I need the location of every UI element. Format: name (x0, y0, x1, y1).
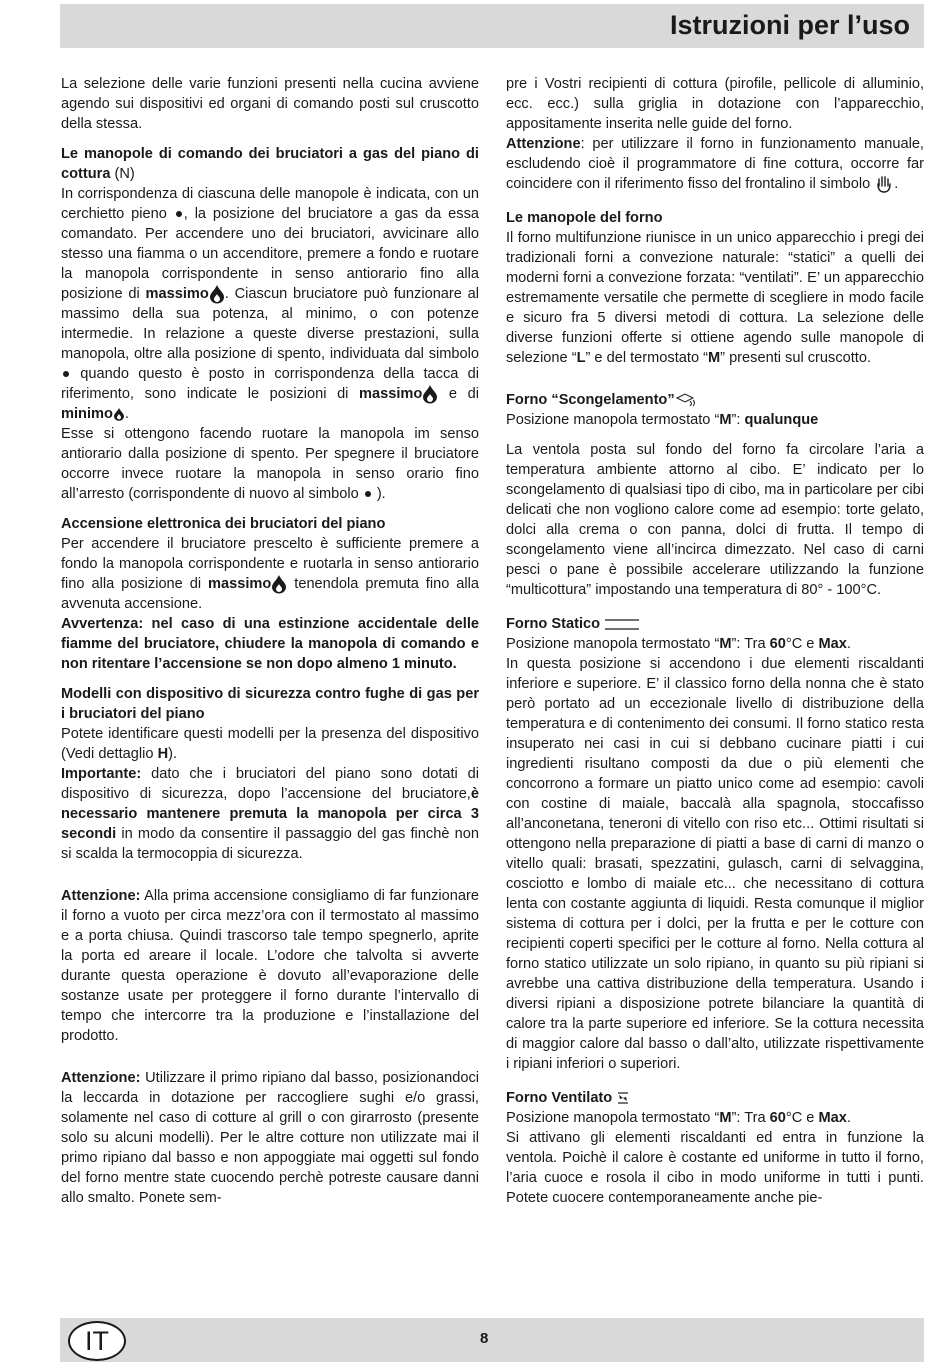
selector-L: L (576, 350, 586, 367)
ignition-section (61, 514, 479, 674)
safety-text-1-end: ). (168, 746, 178, 763)
oven-knobs-section (506, 208, 924, 368)
static-position-mid: ”: Tra (731, 636, 770, 653)
defrost-icon (675, 392, 697, 408)
fan-min-temp: 60 (769, 1110, 786, 1127)
filled-dot-icon (363, 489, 373, 499)
burners-text-7: Esse si ottengono facendo ruotare la manopola im senso antiorario dalla posizione di spento. Per spegnere il bruciatore occorre invece ruotare la manopola in senso orario fino all’arresto (corrispondente di nuovo al simbolo (61, 426, 479, 503)
burners-heading-suffix: (N) (110, 166, 135, 182)
ignition-text-1: Per accendere il bruciatore prescelto è sufficiente premere a fondo la manopola corrispondente e ruotarla in senso antiorario fino alla posizione di (61, 536, 479, 593)
burners-section (61, 144, 479, 504)
safety-detail-h: H (157, 746, 169, 763)
safety-heading: Modelli con dispositivo di sicurezza contro fughe di gas per i bruciatori del piano (61, 686, 479, 723)
fan-max: Max (818, 1110, 847, 1127)
oven-knobs-heading: Le manopole del forno (506, 210, 663, 227)
fan-position-mid: ”: Tra (731, 1110, 770, 1127)
defrost-heading: Forno “Scongelamento” (506, 392, 675, 409)
small-flame-icon (113, 407, 125, 421)
burners-text-5: e di (438, 386, 479, 403)
safety-text-2-end: in modo da consentire il passaggio del gas finchè non si scalda la termocoppia di sicurezza. (61, 826, 479, 863)
static-text: In questa posizione si accendono i due elementi riscaldanti inferiore e superiore. E’ il classico forno della nonna che è stato però portato ad un eccezionale livello di distribuzione della temperatura e di contenimento dei consumi. Il forno statico resta insuperato nei casi in cui si debbano cucinare piatti i cui ingredienti risultano composti da due o più elementi che concorrono a formare un piatto unico come ad esempio: cavoli con costine di maiale, baccalà alla spagnola, stoccafisso all’anconetana, teneroni di vitello con riso etc... Ottimi risultati si ottengono nella preparazione di piatti a base di carni di manzo o vitello quali: brasati, spezzatini, gulasch, carni di selvaggina, cosciotto e lombo di maiale etc... che necessitano di cottura lenta con costante aggiunta di liquidi. Resta comunque il miglior sistema di cottura per i dolci, per la frutta e per le cotture con recipienti coperti specifici per le cotture al forno. Nella cottura al forno statico utilizzate un solo ripiano, in quanto su più ripiani si avrebbe una cattiva distribuzione della temperatura. Usando i diversi ripiani a disposizione potrete bilanciare la quantità di calore tra la parte superiore ed inferiore. Se la cottura necessita di maggior calore dal basso o dall’alto, utilizzate rispettivamente i ripiani inferiori o superiori. (506, 656, 924, 1073)
defrost-position-value: qualunque (744, 412, 819, 429)
continuation-text: pre i Vostri recipienti di cottura (pirofile, pellicole di alluminio, ecc. ecc.) sulla griglia in dotazione con l’apparecchio, appositamente inserita nelle guide del forno. (506, 76, 924, 132)
manual-hand-icon (874, 174, 894, 194)
thermostat-M: M (707, 350, 721, 367)
left-column (61, 74, 479, 1208)
ignition-massimo-label: massimo (208, 576, 272, 593)
safety-text-2-bold: è necessario mantenere premuta la manopola per circa 3 secondi (61, 786, 479, 843)
header-bar (60, 4, 924, 48)
oven-knobs-text: Il forno multifunzione riunisce in un unico apparecchio i pregi dei tradizionali forni a convezione naturale: “statici” a quelli dei moderni forni a convezione forzata: “ventilati”. E’ un apparecchio estremamente versatile che permette di scegliere in modo facile e sicuro fra 5 diversi metodi di cottura. La selezione delle diverse funzioni offerte si ottiene agendo sulle manopole di selezione “ (506, 230, 924, 367)
static-min-temp: 60 (769, 636, 786, 653)
defrost-position-pre: Posizione manopola termostato “ (506, 412, 720, 429)
fan-section (506, 1088, 924, 1208)
continuation-paragraph (506, 74, 924, 194)
burners-text-3: . Ciascun bruciatore può funzionare al massimo della sua potenza, al minimo, o con potenze intermedie. In relazione a queste diverse prestazioni, sulla manopola, oltre alla posizione di spento, individuata dal simbolo (61, 286, 479, 363)
ignition-warning: Avvertenza: nel caso di una estinzione accidentale delle fiamme del bruciatore, chiudere la manopola di comando e non ritentare l’accensione se non dopo almeno 1 minuto. (61, 616, 479, 673)
attention-2 (61, 1068, 479, 1208)
safety-important-label: Importante: (61, 766, 142, 783)
burners-text-8: ). (372, 486, 386, 503)
large-flame-icon (271, 574, 287, 594)
burners-text-2: , la posizione del bruciatore a gas da essa comandato. Per accendere uno dei bruciatori, avvicinare allo stesso una fiamma o un accenditore, premere a fondo e ruotare la manopola corrispondente in senso antiorario fino alla posizione di (61, 206, 479, 302)
static-heading: Forno Statico (506, 616, 601, 633)
static-deg: °C e (785, 636, 819, 653)
safety-section (61, 684, 479, 864)
static-position-pre: Posizione manopola termostato “ (506, 636, 720, 653)
manual-attention-end: . (894, 176, 899, 192)
static-M: M (719, 636, 732, 653)
minimo-label: minimo (61, 406, 113, 423)
burners-text-1: In corrispondenza di ciascuna delle manopole è indicata, con un cerchietto pieno (61, 186, 479, 222)
oven-knobs-end: ” presenti sul cruscotto. (720, 350, 872, 367)
manual-attention-text: : per utilizzare il forno in funzionamento manuale, escludendo cioè il programmatore di fine cottura, occorre far coincidere con il riferimento fisso del frontalino il simbolo (506, 136, 924, 192)
burners-text-6: . (124, 406, 129, 423)
oven-knobs-mid: ” e del termostato “ (585, 350, 708, 367)
filled-dot-icon (61, 369, 71, 379)
attention-1-text: Alla prima accensione consigliamo di far funzionare il forno a vuoto per circa mezz’ora con il termostato al massimo e a porta chiusa. Quindi trascorso tale tempo spegnerlo, aprite la porta ed areare il locale. L’odore che talvolta si avverte durante questa operazione è dovuto all’evaporazione delle sostanze usate per proteggere il forno durante l’intervallo di tempo che intercorre tra la produzione e l’installazione del prodotto. (61, 888, 479, 1045)
safety-text-2: dato che i bruciatori del piano sono dotati di dispositivo di sicurezza, dopo l’accensione del bruciatore, (61, 766, 479, 803)
large-flame-icon (209, 284, 225, 304)
fan-position-pre: Posizione manopola termostato “ (506, 1110, 720, 1127)
static-dot: . (846, 636, 851, 653)
attention-1-label: Attenzione: (61, 888, 141, 905)
attention-1 (61, 886, 479, 1046)
ignition-text-2: tenendola premuta fino alla avvenuta accensione. (61, 576, 479, 613)
defrost-text: La ventola posta sul fondo del forno fa circolare l’aria a temperatura ambiente attorno al cibo. E’ indicato per lo scongelamento di qualsiasi tipo di cibo, ma in particolare per cibi delicati che non vogliono calore come ad esempio: torte gelato, dolci alla crema o con panna, dolci di frutta. Il tempo di scongelamento viene all’incirca dimezzato. Nel caso di carni pesci o pane è possibile accelerare utilizzando la funzione “multicottura” impostando una temperatura di 80° - 100°C. (506, 442, 924, 599)
fan-heading: Forno Ventilato (506, 1090, 613, 1107)
footer-bar (60, 1318, 924, 1362)
fan-M: M (719, 1110, 732, 1127)
right-column (506, 74, 924, 1208)
static-max: Max (818, 636, 847, 653)
language-badge: IT (68, 1321, 126, 1361)
intro-paragraph: La selezione delle varie funzioni presenti nella cucina avviene agendo sui dispositivi ed organi di comando posti sul cruscotto della stessa. (61, 76, 479, 132)
safety-text-1: Potete identificare questi modelli per la presenza del dispositivo (Vedi dettaglio (61, 726, 479, 763)
fan-text: Si attivano gli elementi riscaldanti ed entra in funzione la ventola. Poichè il calore è costante ed uniforme in tutto il forno, l’aria cuoce e rosola il cibo in modo uniforme in tutti i punti. Potete cuocere contemporaneamente anche pie- (506, 1130, 924, 1207)
manual-attention-label: Attenzione (506, 136, 581, 152)
defrost-M: M (719, 412, 732, 429)
static-oven-icon (604, 617, 640, 631)
filled-dot-icon (174, 209, 184, 219)
fan-oven-icon (616, 1091, 630, 1105)
attention-2-label: Attenzione: (61, 1070, 141, 1087)
ignition-heading: Accensione elettronica dei bruciatori del piano (61, 516, 386, 533)
defrost-position-mid: ”: (731, 412, 745, 429)
massimo-label-2: massimo (359, 386, 423, 403)
static-section (506, 614, 924, 1074)
page-title: Istruzioni per l’uso (669, 10, 910, 40)
burners-heading: Le manopole di comando dei bruciatori a gas del piano di cottura (61, 146, 479, 182)
fan-deg: °C e (785, 1110, 819, 1127)
large-flame-icon (422, 384, 438, 404)
attention-2-text: Utilizzare il primo ripiano dal basso, posizionandoci la leccarda in dotazione per raccogliere sughi e/o grassi, solamente nel caso di cotture al grill o con girarrosto (presente solo su alcuni modelli). Per le altre cotture non utilizzate mai il primo ripiano dal basso e non appoggiate mai oggetti sul fondo del forno mentre state cuocendo perchè potreste causare danni allo smalto. Ponete sem- (61, 1070, 479, 1207)
fan-dot: . (846, 1110, 851, 1127)
page-number: 8 (480, 1330, 489, 1347)
massimo-label: massimo (145, 286, 209, 302)
burners-text-4: quando questo è posto in corrispondenza della tacca di riferimento, sono indicate le posizioni di (61, 366, 479, 403)
defrost-section (506, 390, 924, 430)
